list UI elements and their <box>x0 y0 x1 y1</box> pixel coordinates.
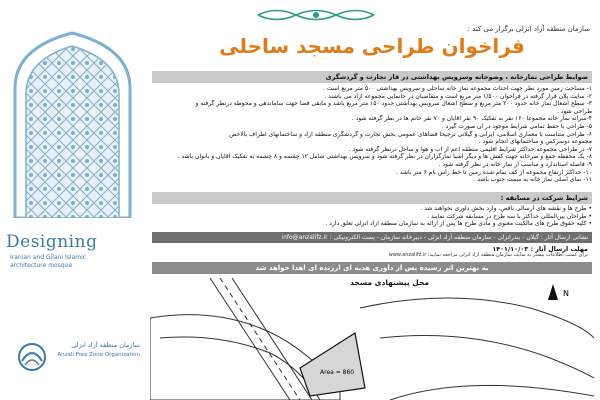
rule-item: ۵- طراحی با حفظ تمامی شرایط موجود در آن صورت گیرد . <box>441 122 592 130</box>
contact-address: نشانی ارسال آثار : گیلان - بندرانزلی - سازمان منطقه آزاد انزلی - دبیرخانه سازمان - پست الکترونیکی : info@anzalifz.ir <box>152 232 592 243</box>
prize-banner: به بهترین اثر رسیده پس از داوری هدیه ای ارزنده ای اهدا خواهد شد <box>152 262 592 274</box>
conditions-heading: شرایط شرکت در مسابقه : <box>152 192 592 204</box>
page-title: فراخوان طراحی مسجد ساحلی <box>219 34 525 58</box>
org-logo-text-fa: سازمان منطقه آزاد انزلی <box>71 341 140 349</box>
rule-item: ۱۰- حداکثر ارتفاع مجموعه از کف تمام شده زمین تا خط رأس بام ۶ متر باشد . <box>395 168 592 176</box>
organizer-line: سازمان منطقه آزاد انزلی برگزار می کند : <box>467 25 590 33</box>
organization-logo-text <box>50 340 140 360</box>
side-subtitle-1: Iranian and Gilani Islamic <box>10 254 87 261</box>
rule-item: ۷- در طراحی مجموعه حداکثر شرایط اقلیمی منطقه اعم از آب و هوا و ساحل درنظر گرفته شود . <box>348 145 592 153</box>
rule-item: طراحی شود . <box>557 107 592 115</box>
rule-item: ۶- طراحی متناسب با معماری اسلامی، ایرانی و گیلانی ترجیحاً فضاهای عمومی بخش تجارت و گردشگری منطقه آزاد و ساختمانهای اطراف بالاخص <box>229 130 592 138</box>
rule-item: ۸- یک محفظه جمع و ضرخانه جهت کفش ها و دیگر اشیا نمازگزاران در نظر گرفته شود و سرویس بهداشتی شامل ۱۲ چشمه و ۸ چشمه به تفکیک آقایان و بانوان باشد . <box>177 153 592 161</box>
site-map <box>150 278 594 400</box>
conditions-list <box>152 205 592 228</box>
rule-item: ۴-سرانه نماز خانه مجموعاً ۱۶۰ نفر به تفکیک ۹۰ نفر آقایان و ۷۰ نفر خانم ها در نظر گرفته شود . <box>351 115 592 123</box>
side-title: Designing <box>6 232 98 252</box>
map-title: محل پیشنهادی مسجد <box>350 278 430 287</box>
arch-pattern-icon <box>10 28 135 218</box>
area-label: Area = 860 <box>320 369 355 376</box>
north-label: N <box>563 289 569 298</box>
condition-item: • کلیه حقوق طرح های مالکیت معنوی و مادی طرح ها پس از ارائه به سازمان منطقه آزاد انزلی تعلق دارد . <box>325 220 592 228</box>
side-subtitle-2: architecture mosque <box>10 262 73 269</box>
rule-item: ۱- مساحت زمین مورد نظر جهت احداث مجموعه نماز خانه ساحلی و سرویس بهداشتی ۵۰۰ متر مربع است . <box>323 85 592 92</box>
org-logo-text-en: Anzali Free Zone Organization <box>57 352 140 358</box>
rules-heading: ضوابط طراحی نمازخانه ، وضوخانه وسرویس بهداشتی در فاز تجارت و گردشگری <box>152 71 592 83</box>
rule-item: مجموعه دوسرکس و ساختمانهای انجام شود . <box>478 138 592 146</box>
rule-item: ۲- سایت پلان قرار گرفته در فراخوان ۱/۵۰۰ متر مربع است و متقاضیان در جانمایی مجموعه آزاد می باشند . <box>324 92 592 100</box>
rule-item: ۱۱- نمای اصلی نماز خانه به سمت جنوب باشد . <box>473 176 592 184</box>
rules-list <box>152 85 592 184</box>
submission-deadline: مهلت ارسال آثار : ۱۴۰۱/۱۰/۰۳ <box>492 245 588 253</box>
condition-item: • طراحان بین‌المللی حداکثر با سه طرح در مسابقه شرکت نمایند . <box>427 212 592 220</box>
proposed-site-area <box>300 333 365 396</box>
north-arrow-icon <box>548 284 569 300</box>
condition-item: • طرح ها و نقشه های ارسالی ناقص، وارد بخش داوری نخواهند شد . <box>420 205 592 212</box>
rule-item: ۹- فاصله استاندارد و مناسب از نماز خانه در نظر گرفته شود . <box>438 160 592 168</box>
rule-item: ۳- سطح اشغال نماز خانه حدود ۲۰۰ متر مربع و سطح اشغال سرویس بهداشتی حدود ۱۵۰ متر مربع باشد و مابقی فضا جهت ساماندهی و محوطه درنظر گرفته و <box>195 100 592 108</box>
website-note: برای کسب اطلاعات بیشتر به سایت سازمان منطقه آزاد انزلی مراجعه نمایید: www.anzalifz.ir <box>388 252 588 258</box>
left-decorative-panel <box>0 0 145 400</box>
